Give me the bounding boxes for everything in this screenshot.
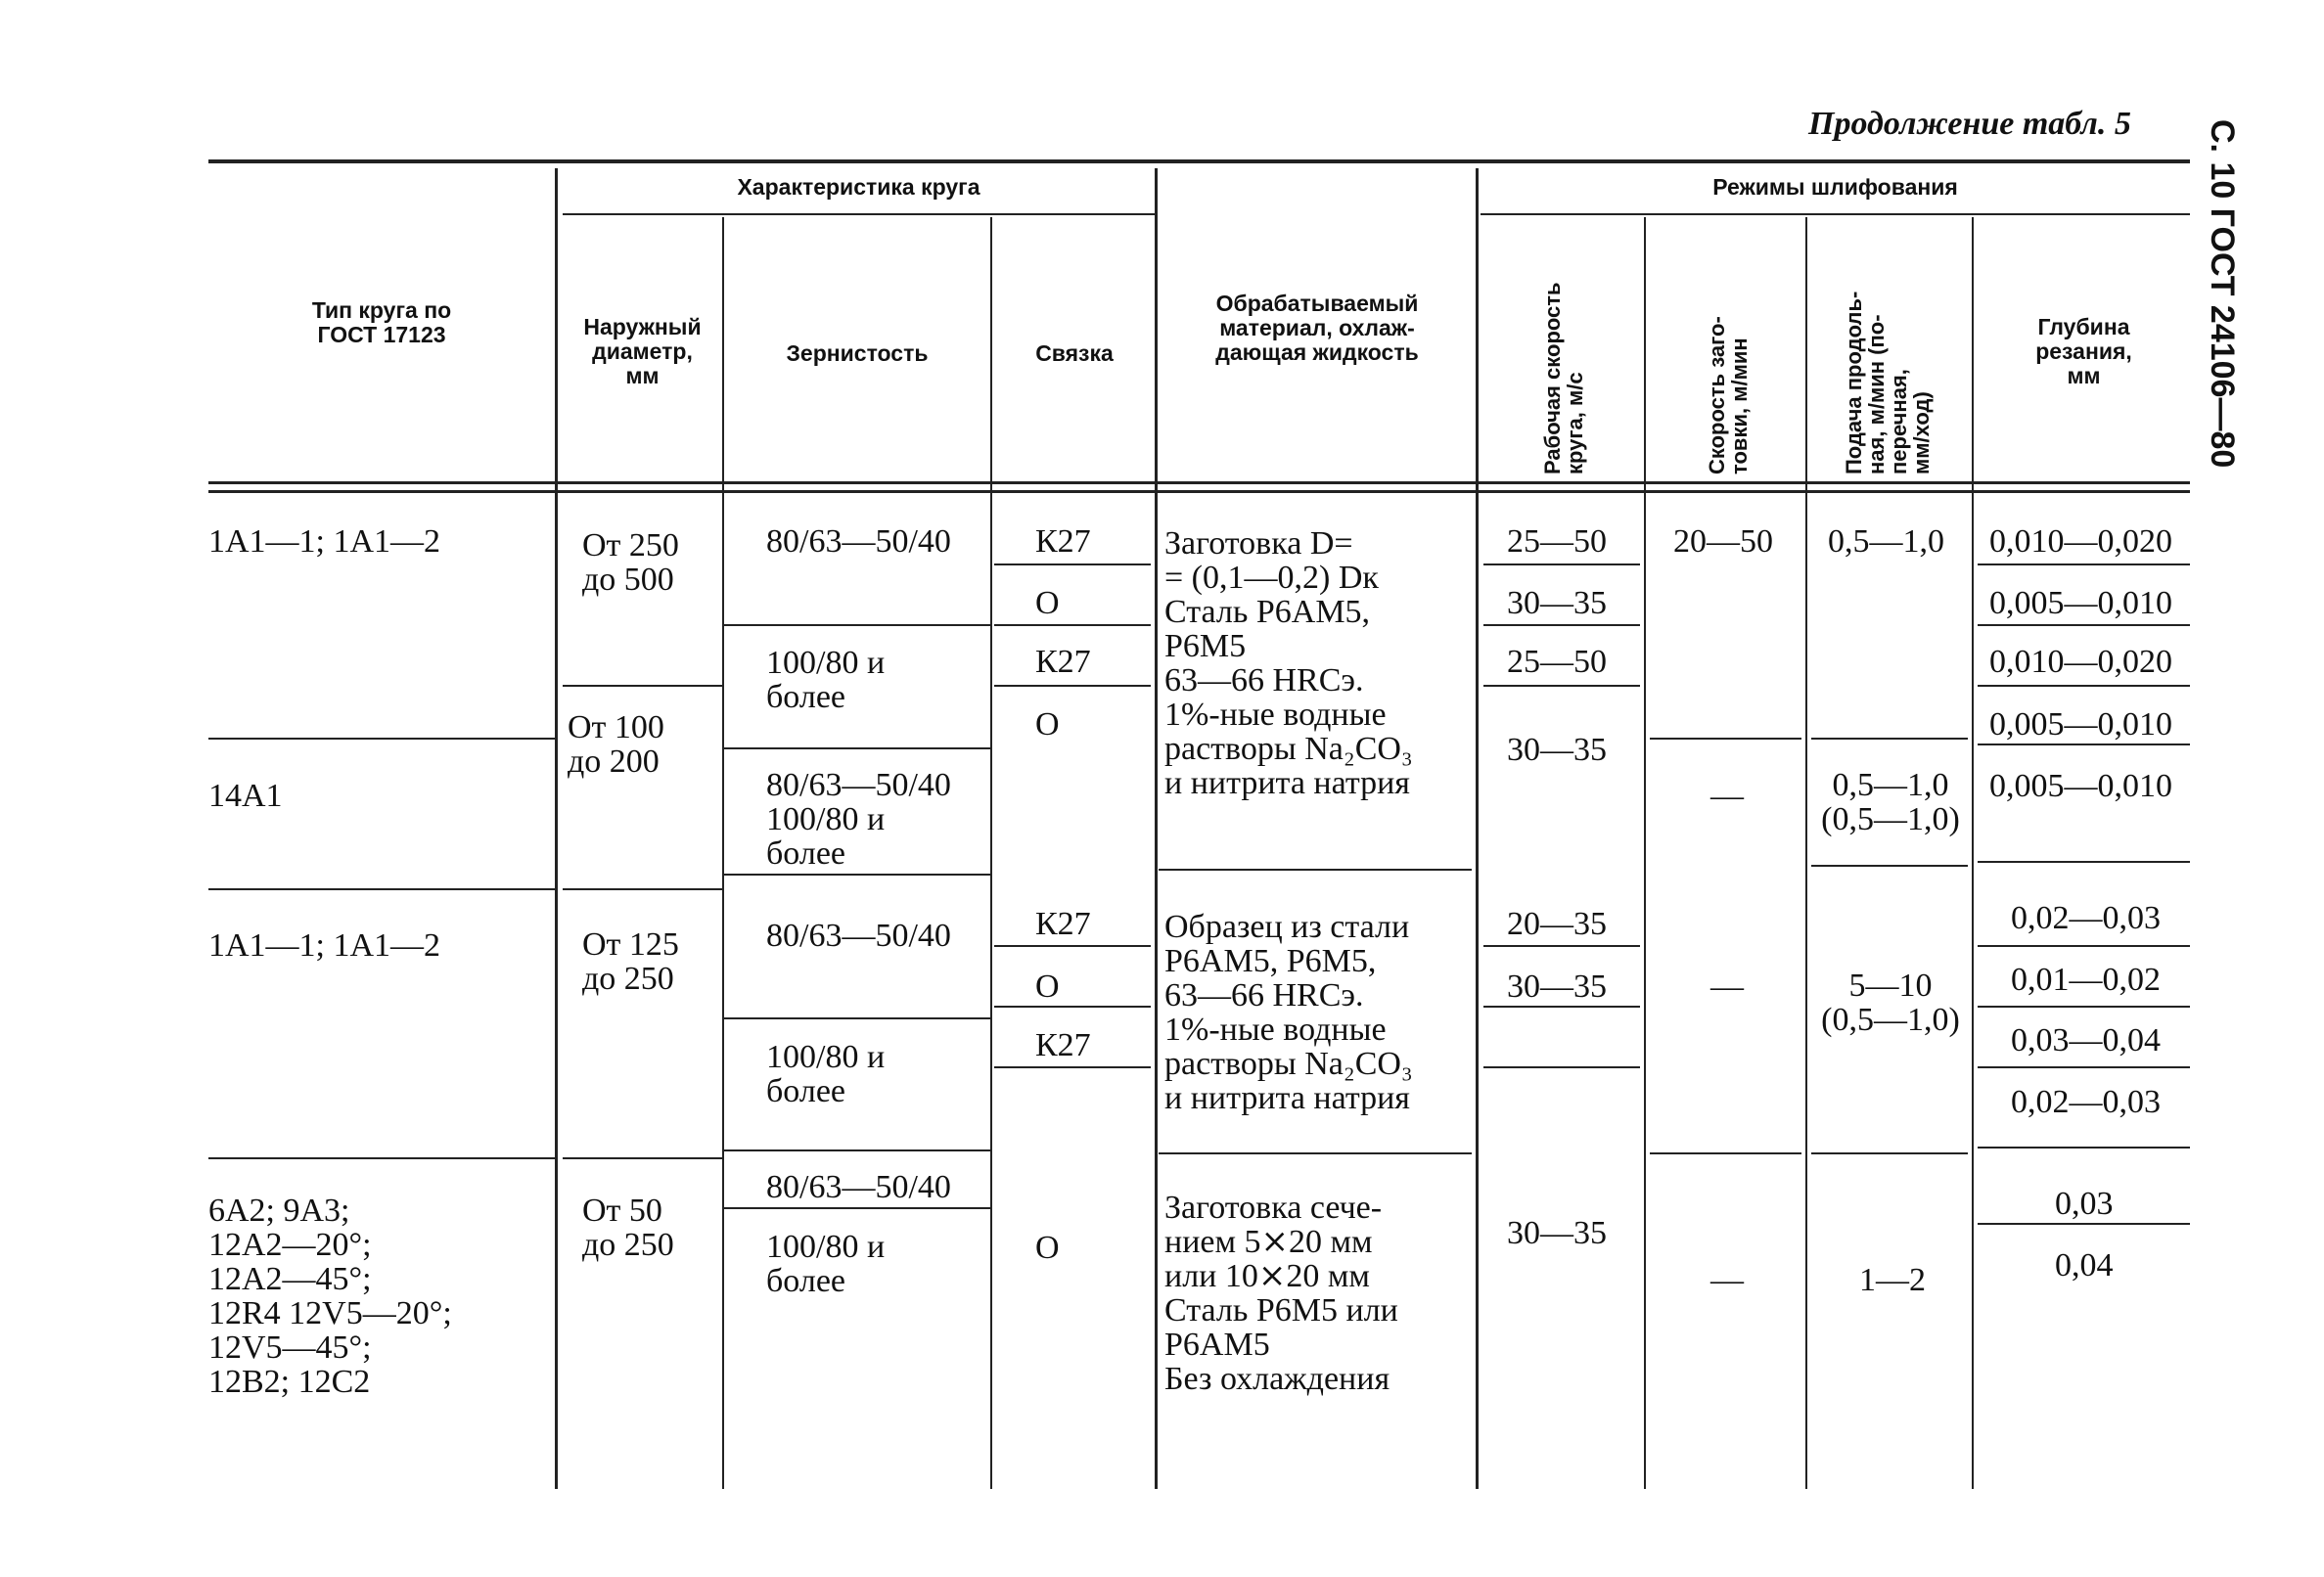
depth-cell: 0,005—0,010 <box>1989 585 2172 621</box>
header-wheel-characteristic: Характеристика круга <box>737 174 980 200</box>
feed-cell: 1—2 <box>1859 1262 1926 1298</box>
grit-cell: 100/80 и более <box>766 1229 886 1299</box>
header-outer-diameter: Наружный диаметр, мм <box>583 314 702 388</box>
bond-cell: К27 <box>1035 644 1091 680</box>
header-wheel-type: Тип круга по ГОСТ 17123 <box>311 297 452 347</box>
diameter-cell: От 250 до 500 <box>582 527 679 598</box>
header-depth: Глубина резания, мм <box>2035 314 2132 388</box>
bond-cell: О <box>1035 1230 1060 1266</box>
material-cell: Заготовка сече- нием 5⨯20 мм или 10⨯20 мм Сталь Р6М5 или Р6АМ5 Без охлаждения <box>1164 1190 1398 1397</box>
depth-cell: 0,005—0,010 <box>1989 768 2172 804</box>
wheel-speed-cell: 25—50 <box>1507 644 1607 680</box>
bond-cell: К27 <box>1035 1027 1091 1063</box>
depth-cell: 0,02—0,03 <box>2011 1084 2161 1120</box>
workpiece-speed-cell: 20—50 <box>1673 523 1773 560</box>
header-feed: Подача продоль- ная, м/мин (по- перечная, мм/ход) <box>1842 291 1934 474</box>
bond-cell: О <box>1035 706 1060 743</box>
feed-cell: 0,5—1,0 (0,5—1,0) <box>1821 767 1960 837</box>
page-reference: С. 10 ГОСТ 24106—80 <box>2204 119 2241 469</box>
bond-cell: К27 <box>1035 906 1091 942</box>
wheel-type-cell: 6А2; 9А3; 12А2—20°; 12А2—45°; 12R4 12V5—20°; 12V5—45°; 12В2; 12С2 <box>208 1193 452 1400</box>
depth-cell: 0,04 <box>2055 1247 2114 1284</box>
workpiece-speed-cell: — <box>1710 778 1744 814</box>
wheel-speed-cell: 30—35 <box>1507 585 1607 621</box>
header-workpiece-speed: Скорость заго- товки, м/мин <box>1705 316 1752 474</box>
feed-cell: 0,5—1,0 <box>1828 523 1944 560</box>
diameter-cell: От 125 до 250 <box>582 926 679 997</box>
wheel-type-cell: 14А1 <box>208 778 283 814</box>
grit-cell: 80/63—50/40 <box>766 918 951 954</box>
material-cell: Заготовка D= = (0,1—0,2) Dк Сталь Р6АМ5, Р6М5 63—66 HRCэ. 1%-ные водные растворы Na₂CO₃ и нитрита натрия <box>1164 525 1413 801</box>
wheel-speed-cell: 30—35 <box>1507 969 1607 1005</box>
feed-cell: 5—10 (0,5—1,0) <box>1821 968 1960 1038</box>
grit-cell: 80/63—50/40 100/80 и более <box>766 767 951 872</box>
header-wheel-speed: Рабочая скорость круга, м/с <box>1540 282 1587 474</box>
depth-cell: 0,01—0,02 <box>2011 962 2161 998</box>
grit-cell: 100/80 и более <box>766 1039 886 1109</box>
depth-cell: 0,010—0,020 <box>1989 523 2172 560</box>
continuation-caption: Продолжение табл. 5 <box>1808 106 2131 142</box>
header-bond: Связка <box>1035 340 1114 366</box>
depth-cell: 0,010—0,020 <box>1989 644 2172 680</box>
grit-cell: 80/63—50/40 <box>766 523 951 560</box>
depth-cell: 0,005—0,010 <box>1989 706 2172 743</box>
workpiece-speed-cell: — <box>1710 969 1744 1005</box>
wheel-speed-cell: 20—35 <box>1507 906 1607 942</box>
workpiece-speed-cell: — <box>1710 1262 1744 1298</box>
depth-cell: 0,03—0,04 <box>2011 1022 2161 1059</box>
wheel-type-cell: 1А1—1; 1А1—2 <box>208 927 441 964</box>
grit-cell: 100/80 и более <box>766 645 886 715</box>
wheel-speed-cell: 25—50 <box>1507 523 1607 560</box>
wheel-speed-cell: 30—35 <box>1507 1215 1607 1251</box>
depth-cell: 0,02—0,03 <box>2011 900 2161 936</box>
bond-cell: О <box>1035 585 1060 621</box>
header-grit: Зернистость <box>786 340 929 366</box>
bond-cell: К27 <box>1035 523 1091 560</box>
diameter-cell: От 100 до 200 <box>568 709 664 780</box>
wheel-type-cell: 1А1—1; 1А1—2 <box>208 523 441 560</box>
bond-cell: О <box>1035 969 1060 1005</box>
header-grinding-modes: Режимы шлифования <box>1712 174 1958 200</box>
depth-cell: 0,03 <box>2055 1186 2114 1222</box>
diameter-cell: От 50 до 250 <box>582 1193 674 1263</box>
material-cell: Образец из стали Р6АМ5, Р6М5, 63—66 HRCэ. 1%-ные водные растворы Na₂CO₃ и нитрита натрия <box>1164 909 1413 1116</box>
grit-cell: 80/63—50/40 <box>766 1169 951 1205</box>
wheel-speed-cell: 30—35 <box>1507 732 1607 768</box>
header-material: Обрабатываемый материал, охлаж- дающая жидкость <box>1215 291 1419 365</box>
